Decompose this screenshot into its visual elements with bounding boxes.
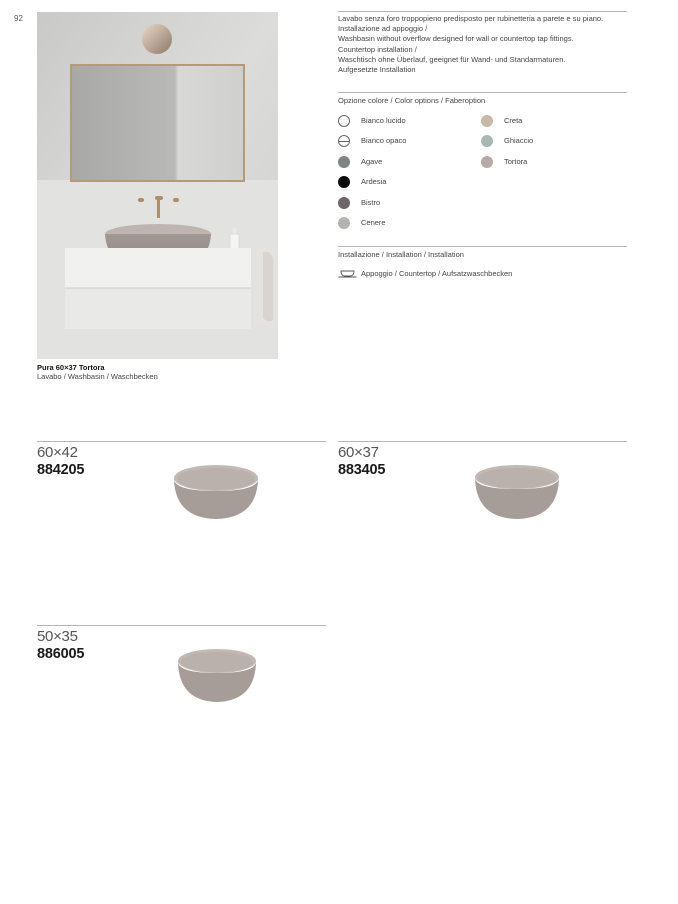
color-option-agave bbox=[338, 156, 478, 170]
color-swatch bbox=[481, 156, 493, 168]
color-option-ghiaccio bbox=[481, 135, 621, 149]
color-label: Agave bbox=[361, 157, 383, 166]
description-line: Countertop installation / bbox=[338, 44, 417, 54]
page-number: 92 bbox=[14, 14, 23, 23]
color-label: Cenere bbox=[361, 218, 386, 227]
color-swatch bbox=[481, 115, 493, 127]
color-label: Tortora bbox=[504, 157, 528, 166]
basin-image bbox=[171, 462, 261, 522]
basin-image bbox=[176, 646, 258, 704]
color-option-tortora bbox=[481, 156, 621, 170]
installation-label: Appoggio / Countertop / Aufsatzwaschbecken bbox=[361, 269, 513, 278]
product-description bbox=[338, 14, 638, 75]
description-line: Waschtisch ohne Überlauf, geeignet für Wand- und Standarmaturen. bbox=[338, 54, 566, 64]
color-label: Bianco opaco bbox=[361, 136, 407, 145]
hero-photo bbox=[37, 12, 278, 359]
installation-title: Installazione / Installation / Installation bbox=[338, 250, 464, 259]
color-swatch bbox=[338, 197, 350, 209]
color-label: Bianco lucido bbox=[361, 116, 406, 125]
description-line: Lavabo senza foro troppopieno predisposto per rubinetteria a parete e su piano. bbox=[338, 14, 604, 23]
product-code: 884205 bbox=[37, 462, 85, 478]
color-swatch bbox=[338, 135, 350, 147]
product-code: 886005 bbox=[37, 646, 85, 662]
color-swatch bbox=[338, 217, 350, 229]
product-size: 60×42 bbox=[37, 444, 78, 461]
color-swatch bbox=[338, 176, 350, 188]
color-swatch bbox=[338, 115, 350, 127]
countertop-icon bbox=[338, 270, 357, 279]
color-label: Creta bbox=[504, 116, 523, 125]
product-divider bbox=[37, 441, 326, 442]
bathroom-scene-image bbox=[37, 12, 278, 359]
description-line: Installazione ad appoggio / bbox=[338, 24, 428, 34]
product-divider bbox=[37, 625, 326, 626]
color-option-cenere bbox=[338, 217, 478, 231]
color-swatch bbox=[338, 156, 350, 168]
color-option-ardesia bbox=[338, 176, 478, 190]
description-line: Aufgesetzte Installation bbox=[338, 65, 416, 75]
product-code: 883405 bbox=[338, 462, 386, 478]
color-label: Ardesia bbox=[361, 177, 387, 186]
top-divider bbox=[338, 11, 627, 12]
color-option-creta bbox=[481, 115, 621, 129]
color-label: Ghiaccio bbox=[504, 136, 534, 145]
product-divider bbox=[338, 441, 627, 442]
basin-image bbox=[472, 462, 562, 522]
hero-caption-title: Pura 60×37 Tortora bbox=[37, 363, 105, 372]
installation-divider bbox=[338, 246, 627, 247]
color-option-bistro bbox=[338, 197, 478, 211]
color-section-divider bbox=[338, 92, 627, 93]
color-swatch bbox=[481, 135, 493, 147]
hero-caption-subtitle: Lavabo / Washbasin / Waschbecken bbox=[37, 372, 158, 381]
product-size: 60×37 bbox=[338, 444, 379, 461]
color-option-bianco-opaco bbox=[338, 135, 478, 149]
color-label: Bistro bbox=[361, 198, 381, 207]
color-options-title: Opzione colore / Color options / Faberoption bbox=[338, 96, 486, 105]
description-line: Washbasin without overflow designed for wall or countertop tap fittings. bbox=[338, 34, 574, 44]
product-size: 50×35 bbox=[37, 628, 78, 645]
installation-option bbox=[338, 268, 627, 282]
color-option-bianco-lucido bbox=[338, 115, 478, 129]
